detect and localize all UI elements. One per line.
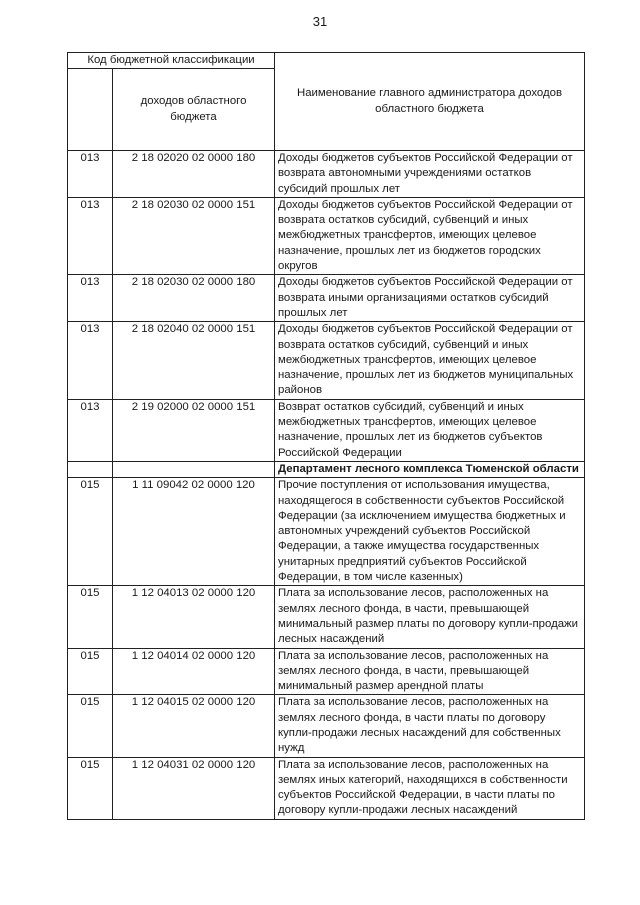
table-row <box>68 757 585 819</box>
income-name-cell: Плата за использование лесов, расположенных на землях лесного фонда, в части платы по договору купли-продажи лесных насаждений для собственных нужд <box>275 695 585 757</box>
income-name-cell: Плата за использование лесов, расположенных на землях иных категорий, находящихся в собственности субъектов Российской Федерации, в части платы по договору купли-продажи лесных насаждений <box>275 757 585 819</box>
admin-code-cell <box>68 461 113 477</box>
budget-classification-table <box>67 52 585 820</box>
income-code-cell: 2 18 02030 02 0000 151 <box>113 197 275 274</box>
table-row <box>68 399 585 461</box>
admin-code-cell: 013 <box>68 197 113 274</box>
table-row <box>68 648 585 695</box>
admin-code-cell: 013 <box>68 399 113 461</box>
admin-code-cell: 015 <box>68 478 113 586</box>
income-code-cell: 1 12 04013 02 0000 120 <box>113 586 275 648</box>
admin-code-cell: 015 <box>68 648 113 695</box>
income-code-cell: 2 18 02020 02 0000 180 <box>113 151 275 198</box>
table-body <box>68 53 585 820</box>
table-row <box>68 322 585 399</box>
header-income-code: доходов областного бюджета <box>113 69 275 151</box>
header-row-group <box>68 53 585 69</box>
income-name-cell: Доходы бюджетов субъектов Российской Федерации от возврата остатков субсидий, субвенций и иных межбюджетных трансфертов, имеющих целевое назначение, прошлых лет из бюджетов городских округов <box>275 197 585 274</box>
table-row <box>68 586 585 648</box>
table-row <box>68 197 585 274</box>
header-administrator-name: Наименование главного администратора доходов областного бюджета <box>275 53 585 151</box>
admin-code-cell: 015 <box>68 757 113 819</box>
admin-code-cell: 013 <box>68 322 113 399</box>
income-name-cell: Доходы бюджетов субъектов Российской Федерации от возврата остатков субсидий, субвенций и иных межбюджетных трансфертов, имеющих целевое назначение, прошлых лет из бюджетов муниципальных районов <box>275 322 585 399</box>
department-row <box>68 461 585 477</box>
income-code-cell: 1 11 09042 02 0000 120 <box>113 478 275 586</box>
income-name-cell: Доходы бюджетов субъектов Российской Федерации от возврата автономными учреждениями остатков субсидий прошлых лет <box>275 151 585 198</box>
income-code-cell: 2 19 02000 02 0000 151 <box>113 399 275 461</box>
income-name-cell: Плата за использование лесов, расположенных на землях лесного фонда, в части, превышающей минимальный размер платы по договору купли-продажи лесных насаждений <box>275 586 585 648</box>
income-code-cell: 2 18 02040 02 0000 151 <box>113 322 275 399</box>
income-code-cell: 1 12 04031 02 0000 120 <box>113 757 275 819</box>
page-number: 31 <box>312 14 328 29</box>
header-admin-code-blank <box>68 69 113 151</box>
income-code-cell <box>113 461 275 477</box>
income-name-cell: Прочие поступления от использования имущества, находящегося в собственности субъектов Российской Федерации (за исключением имущества бюджетных и автономных учреждений субъектов Российской Федерации, а также имущества государственных унитарных предприятий субъектов Российской Федерации, в том числе казенных) <box>275 478 585 586</box>
income-name-cell: Плата за использование лесов, расположенных на землях лесного фонда, в части, превышающей минимальный размер арендной платы <box>275 648 585 695</box>
income-code-cell: 2 18 02030 02 0000 180 <box>113 275 275 322</box>
table-row <box>68 695 585 757</box>
income-name-cell: Доходы бюджетов субъектов Российской Федерации от возврата иными организациями остатков субсидий прошлых лет <box>275 275 585 322</box>
table-row <box>68 478 585 586</box>
income-name-cell: Возврат остатков субсидий, субвенций и иных межбюджетных трансфертов, имеющих целевое назначение, прошлых лет из бюджетов субъектов Российской Федерации <box>275 399 585 461</box>
admin-code-cell: 015 <box>68 695 113 757</box>
table-row <box>68 275 585 322</box>
admin-code-cell: 015 <box>68 586 113 648</box>
admin-code-cell: 013 <box>68 151 113 198</box>
department-name-cell: Департамент лесного комплекса Тюменской области <box>275 461 585 477</box>
income-code-cell: 1 12 04014 02 0000 120 <box>113 648 275 695</box>
header-budget-code-group: Код бюджетной классификации <box>68 53 275 69</box>
income-code-cell: 1 12 04015 02 0000 120 <box>113 695 275 757</box>
admin-code-cell: 013 <box>68 275 113 322</box>
table-row <box>68 151 585 198</box>
